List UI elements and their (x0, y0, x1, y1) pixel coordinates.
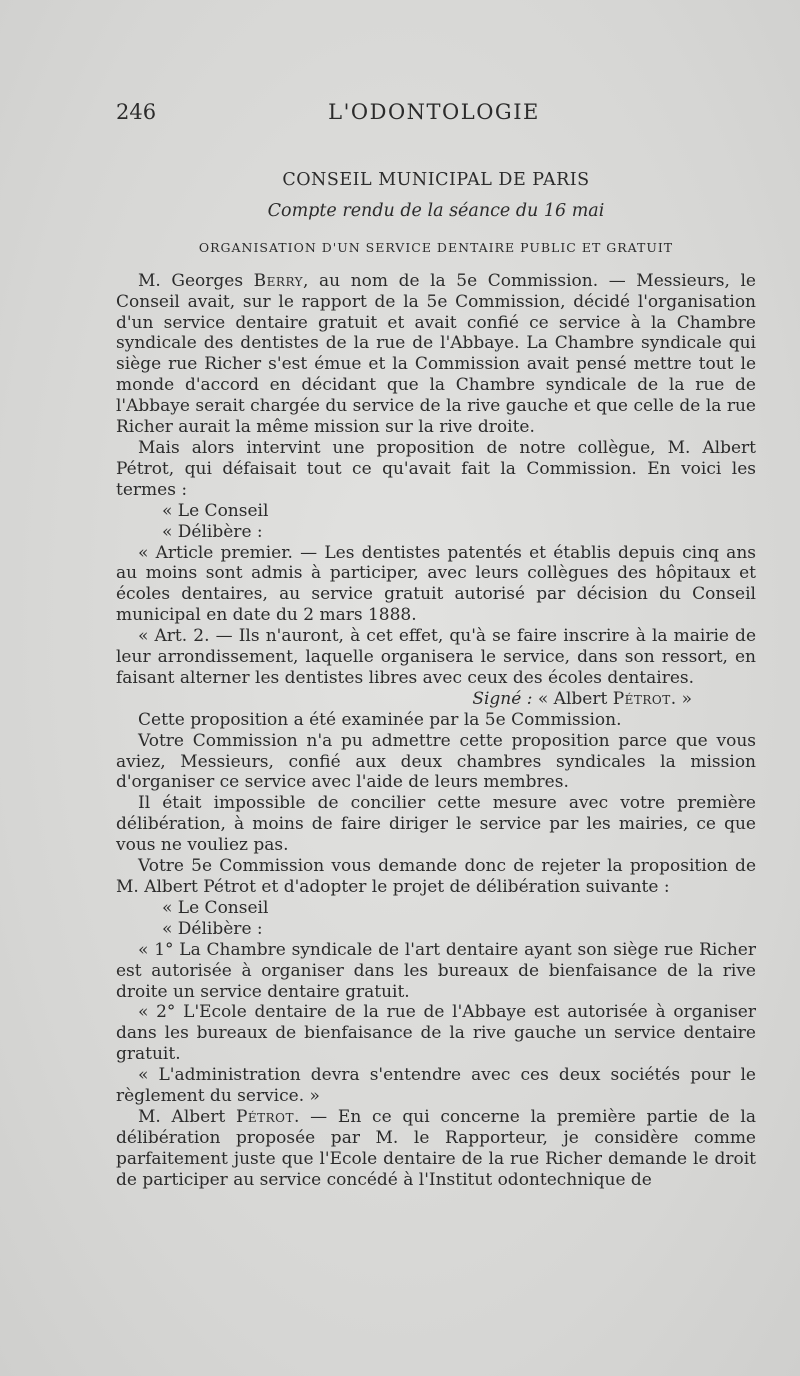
speaker-lead: M. Albert (138, 1106, 236, 1127)
resolution-administration: « L'administration devra s'entendre avec ces deux sociétés pour le règlement du service. » (116, 1065, 756, 1107)
signed-close: . » (670, 688, 692, 709)
running-title: L'ODONTOLOGIE (328, 100, 540, 124)
paragraph-berry (116, 271, 756, 438)
speaker-name: Berry (253, 270, 304, 291)
quote-article-2: « Art. 2. — Ils n'auront, à cet effet, qu'à se faire inscrire à la mairie de leur arrondissement, laquelle organisera le service, dans son ressort, en faisant alterner les dentistes libres avec ceux des écoles dentaires. (116, 626, 756, 688)
article-title: CONSEIL MUNICIPAL DE PARIS (282, 170, 590, 190)
paragraph-text: , au nom de la 5e Commission. — Messieurs, le Conseil avait, sur le rapport de la 5e Commission, décidé l'organisation d'un service dentaire gratuit et avait confié ce service à la Chambre syndicale des dentistes de la rue de l'Abbaye. La Chambre syndicale qui siège rue Richer s'est émue et la Commission avait pensé mettre tout le monde d'accord en décidant que la Chambre syndicale de la rue de l'Abbaye serait chargée du service de la rive gauche et que celle de la rue Richer aurait la même mission sur la rive droite. (116, 270, 756, 438)
speaker-name: Pétrot (235, 1106, 295, 1127)
speaker-lead: M. Georges (138, 270, 254, 291)
paragraph-impossible: Il était impossible de concilier cette mesure avec votre première délibération, à moins de faire diriger le service par les mairies, ce que vous ne vouliez pas. (116, 793, 756, 856)
signed-label: Signé : (472, 688, 533, 709)
paragraph-examined: Cette proposition a été examinée par la 5e Commission. (138, 709, 622, 730)
article-subtitle: Compte rendu de la séance du 16 mai (267, 200, 605, 221)
paragraph-text: . — En ce qui concerne la première partie de la délibération proposée par M. le Rapporteur, je considère comme parfaitement juste que l'Ecole dentaire de la rue Richer demande le droit de participer au service concédé à l'Institut odontechnique de (116, 1106, 757, 1190)
resolution-line-delibere: « Délibère : (162, 918, 263, 939)
paragraph-petrot (116, 1107, 756, 1191)
resolution-item-1: « 1° La Chambre syndicale de l'art dentaire ayant son siège rue Richer est autorisée à organiser dans les bureaux de bienfaisance de la rive droite un service dentaire gratuit. (116, 939, 756, 1002)
quote-article-premier: « Article premier. — Les dentistes patentés et établis depuis cinq ans au moins sont admis à participer, avec leurs collègues des hôpitaux et écoles dentaires, au service gratuit autorisé par décision du Conseil municipal en date du 2 mars 1888. (116, 542, 756, 626)
quote-line-conseil: « Le Conseil (162, 500, 269, 521)
page-header (116, 100, 752, 130)
signed-name: Pétrot (612, 688, 671, 709)
article-body (116, 170, 756, 1191)
section-heading: ORGANISATION D'UN SERVICE DENTAIRE PUBLIC ET GRATUIT (198, 239, 674, 255)
resolution-item-2: « 2° L'Ecole dentaire de la rue de l'Abbaye est autorisée à organiser dans les bureaux de bienfaisance de la rive gauche un service dentaire gratuit. (116, 1002, 756, 1065)
resolution-line-conseil: « Le Conseil (162, 897, 269, 918)
signature-line (116, 689, 756, 710)
paragraph-reject: Votre 5e Commission vous demande donc de rejeter la proposition de M. Albert Pétrot et d'adopter le projet de délibération suivante : (116, 856, 756, 897)
signed-open: « Albert (532, 688, 613, 709)
page-number: 246 (116, 100, 157, 124)
paragraph-commission: Votre Commission n'a pu admettre cette proposition parce que vous aviez, Messieurs, confié aux deux chambres syndicales la mission d'organiser ce service avec l'aide de leurs membres. (116, 730, 756, 793)
quote-line-delibere: « Délibère : (162, 521, 263, 542)
paragraph-proposal-intro: Mais alors intervint une proposition de notre collègue, M. Albert Pétrot, qui défaisait tout ce qu'avait fait la Commission. En voici les termes : (116, 437, 756, 500)
